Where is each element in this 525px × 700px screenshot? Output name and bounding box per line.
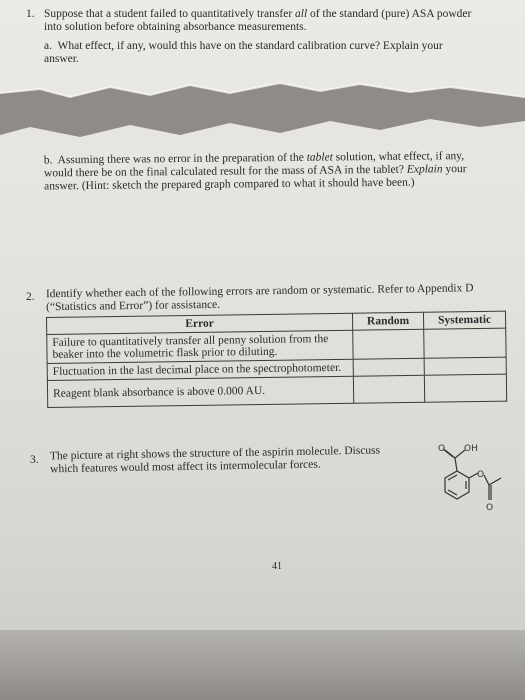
hydroxyl-label: OH — [464, 444, 478, 454]
random-cell[interactable] — [353, 358, 424, 376]
background-surface — [0, 630, 525, 700]
error-description: Failure to quantitatively transfer all penny solution from the beaker into the volumetric flask prior to diluting. — [47, 330, 353, 363]
error-table — [46, 311, 507, 408]
random-cell[interactable] — [353, 375, 424, 403]
q1b-prompt: b. Assuming there was no error in the preparation of the tablet solution, what effect, if any, would there be on the final calculated result for the mass of ASA in the tablet? Explain your answer. (Hint: sketch the prepared graph compared to what it should have been.) — [43, 150, 467, 193]
header-random: Random — [352, 312, 423, 330]
oxygen-label: O — [486, 503, 494, 513]
q1-prompt: Suppose that a student failed to quantitatively transfer all of the standard (pure) ASA powder into solution before obtaining absorbance measurements. — [44, 8, 472, 33]
aspirin-structure — [425, 430, 515, 520]
q3-number: 3. — [30, 454, 39, 466]
q1a-prompt: a. What effect, if any, would this have on the standard calibration curve? Explain your answer. — [44, 40, 443, 65]
q2-number: 2. — [26, 291, 35, 303]
systematic-cell[interactable] — [424, 328, 506, 358]
error-description: Fluctuation in the last decimal place on the spectrophotometer. — [47, 359, 353, 380]
header-systematic: Systematic — [423, 311, 505, 329]
q3-prompt: The picture at right shows the structure of the aspirin molecule. Discuss which features would most affect its intermolecular forces. — [49, 444, 381, 476]
oxygen-label: O — [438, 444, 446, 454]
random-cell[interactable] — [353, 329, 424, 359]
page-number: 41 — [272, 561, 282, 572]
error-description: Reagent blank absorbance is above 0.000 AU. — [47, 376, 353, 407]
header-error: Error — [47, 313, 353, 334]
q1-number: 1. — [26, 8, 35, 20]
table-row — [47, 374, 506, 407]
systematic-cell[interactable] — [424, 357, 506, 375]
q2-prompt: Identify whether each of the following errors are random or systematic. Refer to Appendix D (“Statistics and Error”) for assistance. — [45, 282, 474, 314]
oxygen-label: O — [477, 470, 485, 480]
systematic-cell[interactable] — [424, 374, 506, 402]
